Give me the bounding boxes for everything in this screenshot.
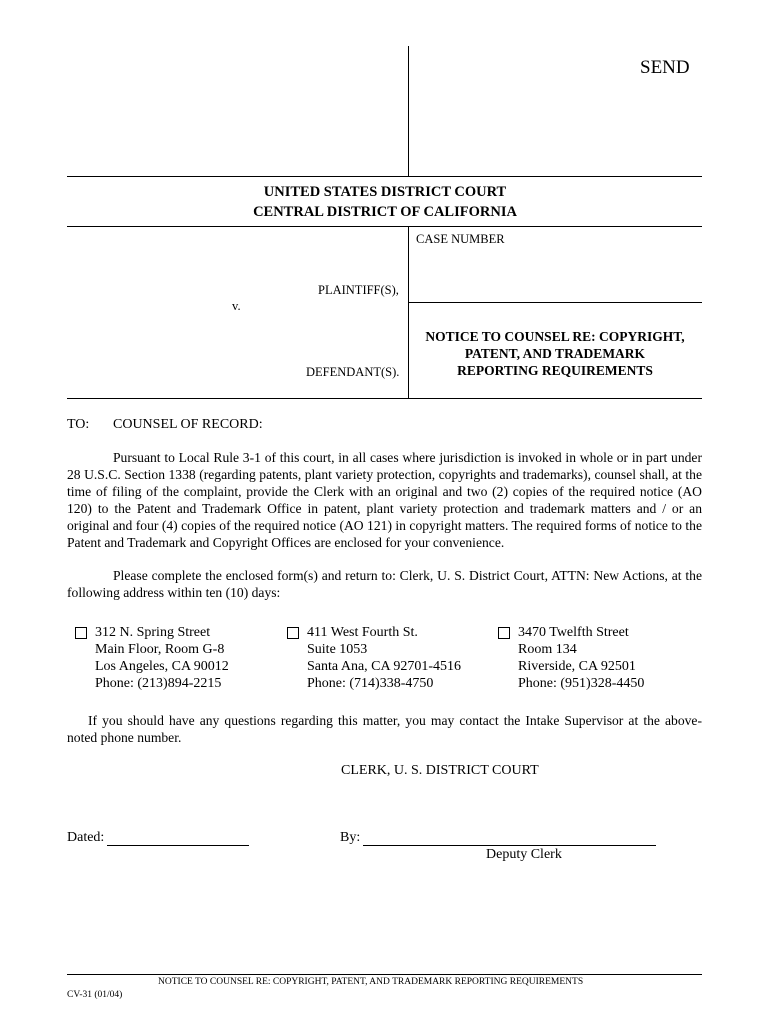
caption-bottom-rule bbox=[67, 398, 702, 399]
rule-paragraph-text: Pursuant to Local Rule 3-1 of this court, in all cases where jurisdiction is invoked in whole or in part under 28 U.S.C. Section 1338 (regarding patents, plant variety protection, copyrights and trademarks), counsel shall, at the time of filing of the complaint, provide the Clerk with an original and two (2) copies of the required notice (AO 120) to the Patent and Trademark Office in patent, plant variety protection and trademark matters and / or an original and four (4) copies of the required notice (AO 121) in copyright matters. The required forms of notice to the Patent and Trademark and Copyright Offices are enclosed for your convenience. bbox=[67, 450, 702, 550]
notice-title-line2: PATENT, AND TRADEMARK bbox=[464, 346, 646, 361]
defendant-label: DEFENDANT(S). bbox=[306, 365, 400, 379]
checkbox-santa-ana[interactable] bbox=[287, 627, 299, 639]
address-line: Phone: (213)894-2215 bbox=[95, 676, 222, 691]
header-rule bbox=[67, 176, 702, 177]
to-label: TO: bbox=[67, 417, 90, 432]
address-line: 3470 Twelfth Street bbox=[518, 625, 629, 640]
case-number-rule bbox=[408, 302, 702, 303]
address-line: Main Floor, Room G-8 bbox=[95, 642, 225, 657]
footer-title: NOTICE TO COUNSEL RE: COPYRIGHT, PATENT, AND TRADEMARK REPORTING REQUIREMENTS bbox=[158, 977, 584, 987]
address-line: 312 N. Spring Street bbox=[95, 625, 211, 640]
deputy-clerk-label: Deputy Clerk bbox=[486, 847, 562, 862]
dated-label: Dated: bbox=[67, 830, 105, 845]
notice-title-line1: NOTICE TO COUNSEL RE: COPYRIGHT, bbox=[425, 329, 685, 344]
address-line: Room 134 bbox=[518, 642, 577, 657]
clerk-title: CLERK, U. S. DISTRICT COURT bbox=[341, 763, 539, 778]
case-number-label: CASE NUMBER bbox=[416, 232, 505, 246]
return-instructions bbox=[67, 567, 702, 601]
address-line: 411 West Fourth St. bbox=[307, 625, 418, 640]
by-label: By: bbox=[340, 830, 361, 845]
court-name: UNITED STATES DISTRICT COURT bbox=[263, 184, 507, 200]
address-line: Phone: (951)328-4450 bbox=[518, 676, 645, 691]
court-district: CENTRAL DISTRICT OF CALIFORNIA bbox=[253, 204, 517, 220]
checkbox-los-angeles[interactable] bbox=[75, 627, 87, 639]
send-label: SEND bbox=[640, 57, 690, 78]
address-line: Los Angeles, CA 90012 bbox=[95, 659, 229, 674]
rule-paragraph bbox=[67, 449, 702, 551]
plaintiff-label: PLAINTIFF(S), bbox=[318, 283, 399, 297]
address-line: Suite 1053 bbox=[307, 642, 368, 657]
address-line: Riverside, CA 92501 bbox=[518, 659, 636, 674]
versus-label: v. bbox=[232, 299, 241, 313]
address-line: Santa Ana, CA 92701-4516 bbox=[307, 659, 461, 674]
top-divider bbox=[408, 46, 409, 176]
notice-title-line3: REPORTING REQUIREMENTS bbox=[457, 363, 653, 378]
return-instructions-text: Please complete the enclosed form(s) and return to: Clerk, U. S. District Court, ATTN: New Actions, at the following address within ten (10) days: bbox=[67, 568, 702, 600]
checkbox-riverside[interactable] bbox=[498, 627, 510, 639]
caption-top-rule bbox=[67, 226, 702, 227]
to-recipient: COUNSEL OF RECORD: bbox=[113, 417, 263, 432]
questions-paragraph-text: If you should have any questions regarding this matter, you may contact the Intake Supervisor at the above-noted phone number. bbox=[67, 713, 702, 745]
footer-rule bbox=[67, 974, 702, 975]
address-line: Phone: (714)338-4750 bbox=[307, 676, 434, 691]
questions-paragraph bbox=[67, 712, 702, 746]
form-number: CV-31 (01/04) bbox=[67, 990, 123, 1000]
dated-line[interactable] bbox=[107, 845, 249, 846]
